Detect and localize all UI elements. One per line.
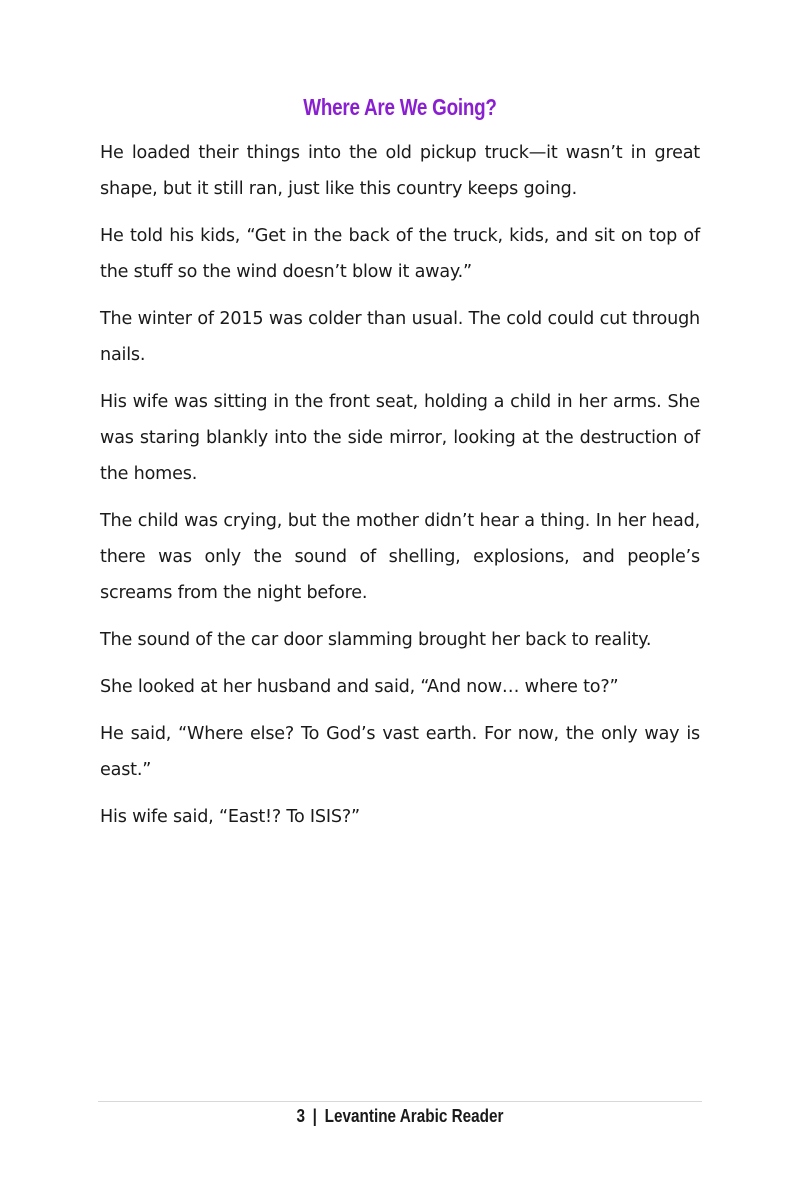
paragraph: He loaded their things into the old pickup truck—it wasn’t in great shape, but it still ran, just like this country keeps going. — [100, 143, 700, 199]
book-title: Levantine Arabic Reader — [324, 1106, 504, 1126]
paragraph: He told his kids, “Get in the back of the truck, kids, and sit on top of the stuff so the wind doesn’t blow it away.” — [100, 226, 700, 282]
page-footer — [60, 1106, 740, 1127]
page-number: 3 — [296, 1106, 306, 1126]
paragraph: She looked at her husband and said, “And now… where to?” — [100, 677, 619, 697]
page-title: Where Are We Going? — [303, 94, 497, 120]
paragraph: The child was crying, but the mother didn’t hear a thing. In her head, there was only the sound of shelling, explosions, and people’s screams from the night before. — [100, 511, 700, 603]
paragraph: His wife was sitting in the front seat, holding a child in her arms. She was staring blankly into the side mirror, looking at the destruction of the homes. — [100, 392, 700, 484]
paragraph: The sound of the car door slamming brought her back to reality. — [100, 630, 652, 650]
paragraph: His wife said, “East!? To ISIS?” — [100, 807, 360, 827]
footer-divider — [98, 1101, 702, 1102]
paragraph: He said, “Where else? To God’s vast earth. For now, the only way is east.” — [100, 724, 700, 780]
paragraph: The winter of 2015 was colder than usual. The cold could cut through nails. — [100, 309, 700, 365]
page-content — [100, 94, 700, 846]
footer-separator: | — [312, 1106, 317, 1126]
